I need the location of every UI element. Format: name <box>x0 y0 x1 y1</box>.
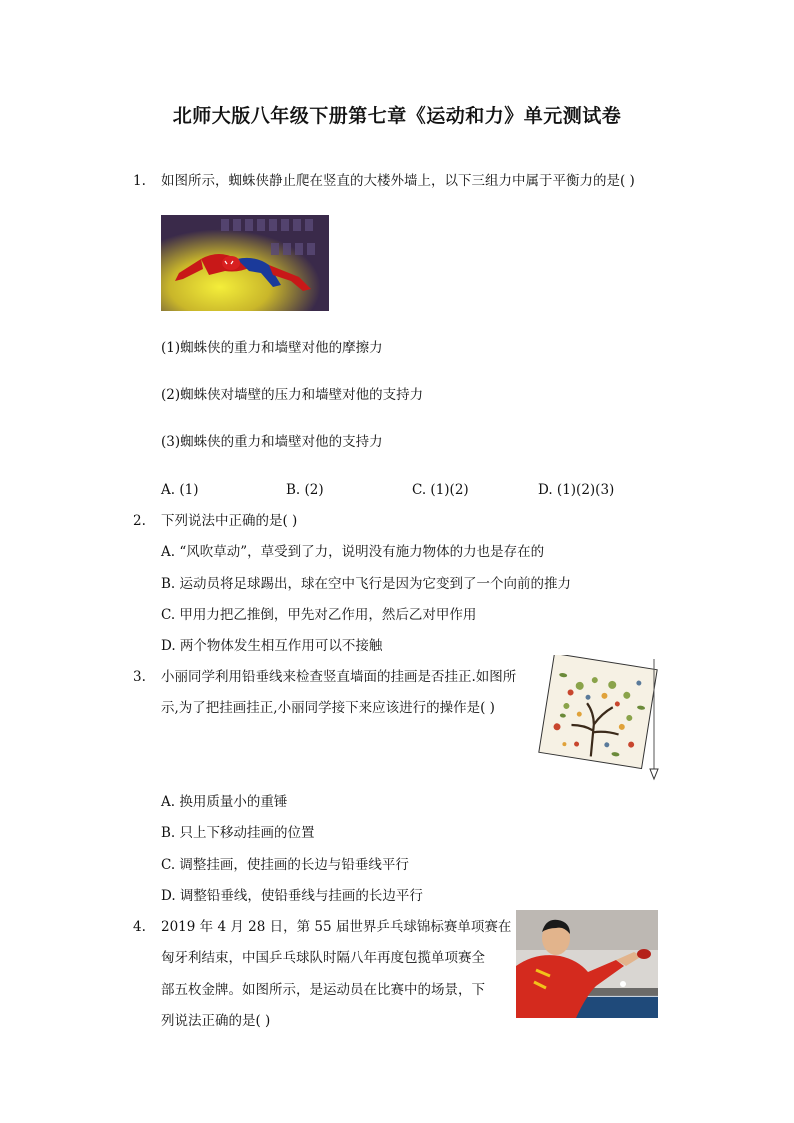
question-2-option-d[interactable]: D. 两个物体发生相互作用可以不接触 <box>161 638 383 654</box>
table-tennis-player-image <box>516 910 658 1018</box>
question-1-statement-3: (3)蜘蛛侠的重力和墙壁对他的支持力 <box>161 434 383 450</box>
spiderman-illustration <box>161 215 329 311</box>
question-3-stem-line-2: 示,为了把挂画挂正,小丽同学接下来应该进行的操作是( ) <box>161 700 495 716</box>
question-3-option-a[interactable]: A. 换用质量小的重锤 <box>161 794 288 810</box>
question-4-stem-line-4: 列说法正确的是( ) <box>161 1013 271 1029</box>
question-1-option-a[interactable]: A. (1) <box>161 482 199 498</box>
question-3-number: 3. <box>133 669 146 685</box>
question-3-option-d[interactable]: D. 调整铅垂线，使铅垂线与挂画的长边平行 <box>161 888 423 904</box>
question-1-statement-2: (2)蜘蛛侠对墙壁的压力和墙壁对他的支持力 <box>161 387 424 403</box>
question-1-number: 1. <box>133 173 146 189</box>
question-4-number: 4. <box>133 919 146 935</box>
question-1-option-d[interactable]: D. (1)(2)(3) <box>538 482 615 498</box>
table-tennis-player-illustration <box>516 910 658 1018</box>
question-2-option-c[interactable]: C. 甲用力把乙推倒，甲先对乙作用，然后乙对甲作用 <box>161 607 477 623</box>
page-title: 北师大版八年级下册第七章《运动和力》单元测试卷 <box>172 105 622 127</box>
question-4-stem-line-1: 2019 年 4 月 28 日，第 55 届世界乒乓球锦标赛单项赛在 <box>161 919 512 935</box>
question-3-option-b[interactable]: B. 只上下移动挂画的位置 <box>161 825 315 841</box>
question-1-statement-1: (1)蜘蛛侠的重力和墙壁对他的摩擦力 <box>161 340 383 356</box>
question-3-option-c[interactable]: C. 调整挂画，使挂画的长边与铅垂线平行 <box>161 857 409 873</box>
question-1-option-c[interactable]: C. (1)(2) <box>412 482 469 498</box>
question-1-option-b[interactable]: B. (2) <box>286 482 324 498</box>
tilted-painting-image <box>536 655 666 783</box>
question-2-option-a[interactable]: A. “风吹草动”，草受到了力，说明没有施力物体的力也是存在的 <box>161 544 545 560</box>
spiderman-image <box>161 215 329 311</box>
question-2-number: 2. <box>133 513 146 529</box>
question-4-stem-line-3: 部五枚金牌。如图所示，是运动员在比赛中的场景，下 <box>161 982 485 998</box>
question-2-stem: 下列说法中正确的是( ) <box>161 513 298 529</box>
question-3-stem-line-1: 小丽同学利用铅垂线来检查竖直墙面的挂画是否挂正.如图所 <box>161 669 517 685</box>
question-4-stem-line-2: 匈牙利结束，中国乒乓球队时隔八年再度包揽单项赛全 <box>161 950 485 966</box>
question-2-option-b[interactable]: B. 运动员将足球踢出，球在空中飞行是因为它变到了一个向前的推力 <box>161 576 572 592</box>
tilted-painting-illustration <box>536 655 666 783</box>
question-1-stem: 如图所示，蜘蛛侠静止爬在竖直的大楼外墙上，以下三组力中属于平衡力的是( ) <box>161 173 635 189</box>
